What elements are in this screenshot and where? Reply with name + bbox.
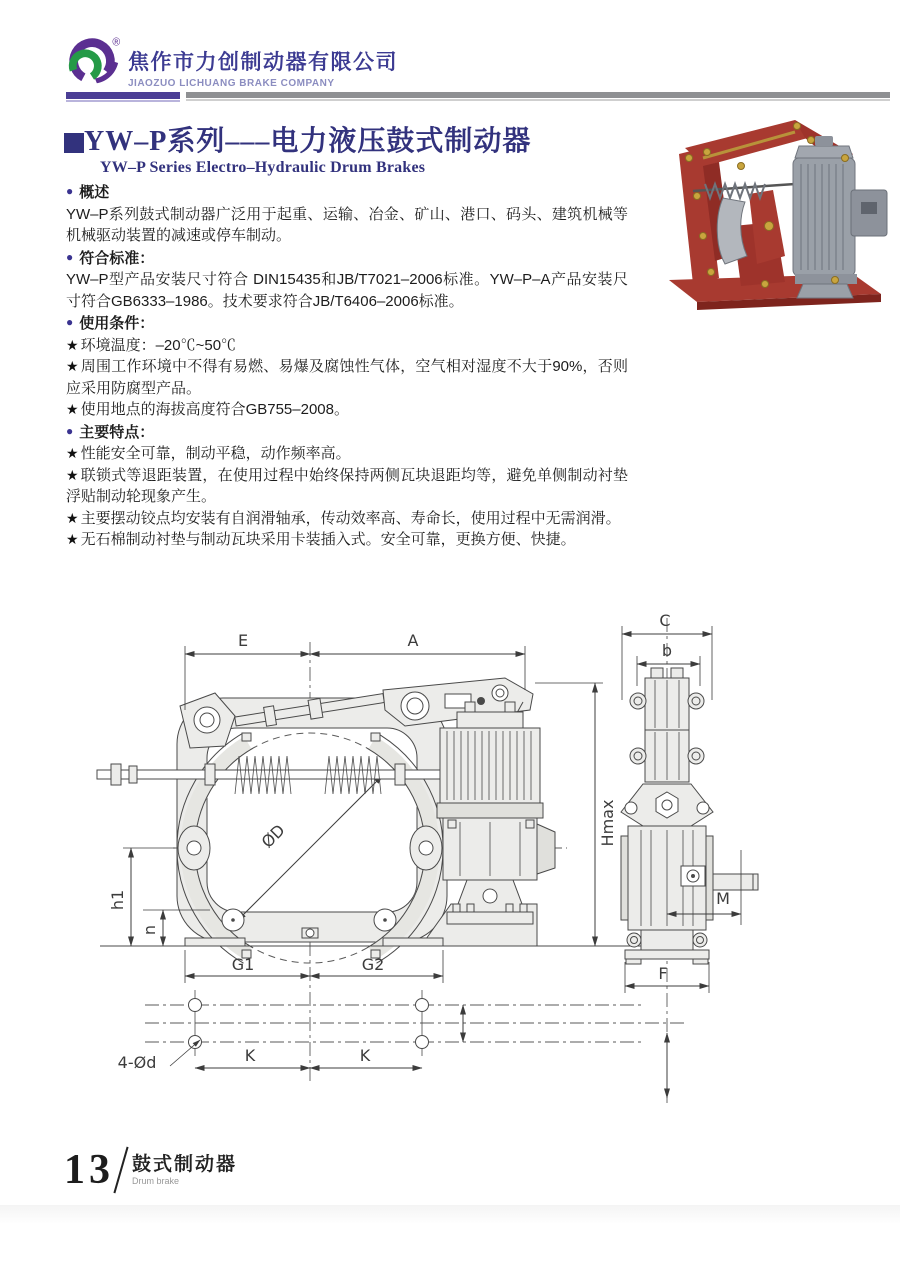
- footer-category: [132, 1155, 237, 1186]
- feature-item-text: 联锁式等退距装置，在使用过程中始终保持两侧瓦块退距均等，避免单侧制动衬垫浮贴制动轮现象产生。: [66, 466, 628, 505]
- star-icon: ★: [66, 531, 79, 547]
- standards-heading: [66, 247, 628, 270]
- divider-purple-underline: [66, 100, 180, 102]
- dim-label-k1: K: [244, 1046, 256, 1065]
- bullet-icon: ●: [66, 315, 74, 329]
- dim-label-n: n: [140, 924, 159, 936]
- star-icon: ★: [66, 509, 79, 526]
- dim-label-4d: 4-Ød: [117, 1053, 157, 1072]
- side-view: [621, 611, 758, 1103]
- dim-label-h1: h1: [108, 889, 127, 911]
- star-icon: ★: [66, 401, 79, 417]
- feature-item-text: 无石棉制动衬垫与制动瓦块采用卡装插入式。安全可靠，更换方便、快捷。: [80, 531, 576, 548]
- footer-category-en: Drum brake: [132, 1176, 180, 1186]
- standards-body: YW–P型产品安装尺寸符合 DIN15435和JB/T7021–2006标准。YW–P–A产品安装尺寸符合GB6333–1986。技术要求符合JB/T6406–2006标准。: [66, 271, 628, 310]
- overview-body: YW–P系列鼓式制动器广泛用于起重、运输、冶金、矿山、港口、码头、建筑机械等机械驱动装置的减速或停车制动。: [66, 205, 628, 244]
- feature-item-text: 主要摆动铰点均安装有自润滑轴承，传动效率高、寿命长，使用过程中无需润滑。: [80, 509, 621, 527]
- feature-item: [66, 443, 628, 465]
- registered-mark-icon: ®: [112, 36, 121, 49]
- divider-gray-underline: [186, 99, 890, 101]
- title-square-icon: [64, 133, 84, 153]
- conditions-heading-label: 使用条件：: [79, 315, 155, 332]
- condition-item: [66, 335, 628, 357]
- feature-item: [66, 529, 628, 551]
- overview-heading: [66, 181, 628, 204]
- features-heading-label: 主要特点：: [79, 423, 155, 441]
- bullet-icon: ●: [66, 423, 74, 438]
- condition-item: [66, 356, 628, 399]
- body-copy: [66, 181, 628, 551]
- page-bottom-shade: [0, 1205, 900, 1223]
- company-name-cn: 焦作市力创制动器有限公司: [128, 51, 398, 74]
- star-icon: ★: [66, 336, 79, 353]
- photo-thruster: [793, 136, 887, 298]
- dim-label-hmax: Hmax: [598, 799, 617, 847]
- bullet-icon: ●: [66, 184, 74, 198]
- dim-label-k2: K: [359, 1046, 371, 1065]
- dim-label-f: F: [658, 964, 668, 983]
- divider-purple: [66, 92, 180, 99]
- page-title-en: YW–P Series Electro–Hydraulic Drum Brakes: [100, 159, 426, 176]
- dim-label-b: b: [661, 641, 673, 660]
- company-name-block: [128, 46, 398, 89]
- dim-label-phi-d: ØD: [257, 820, 289, 852]
- logo-green-swirl: [69, 50, 101, 82]
- page-title-row: [64, 126, 531, 158]
- page-footer: [64, 1146, 237, 1194]
- condition-item-text: 环境温度：–20℃~50℃: [80, 336, 237, 354]
- conditions-heading: [66, 312, 628, 335]
- company-name-en: JIAOZUO LICHUANG BRAKE COMPANY: [128, 78, 335, 89]
- divider-gray: [186, 92, 890, 98]
- product-photo: [645, 106, 900, 321]
- page-title-cn: YW–P系列–––电力液压鼓式制动器: [84, 126, 532, 157]
- dim-label-c: C: [659, 611, 671, 630]
- dim-label-m: M: [716, 889, 730, 908]
- bullet-icon: ●: [66, 249, 74, 264]
- standards-heading-label: 符合标准：: [79, 249, 155, 267]
- overview-heading-label: 概述: [79, 184, 110, 201]
- technical-drawing: [85, 598, 900, 1113]
- dim-label-e: E: [237, 631, 249, 650]
- condition-item-text: 使用地点的海拔高度符合GB755–2008。: [80, 401, 349, 418]
- star-icon: ★: [66, 466, 79, 483]
- footer-category-cn: 鼓式制动器: [132, 1154, 238, 1175]
- condition-item-text: 周围工作环境中不得有易燃、易爆及腐蚀性气体，空气相对湿度不大于90%，否则应采用防腐型产品。: [66, 358, 628, 397]
- feature-item-text: 性能安全可靠，制动平稳，动作频率高。: [80, 445, 351, 462]
- dim-label-g1: G1: [231, 955, 255, 974]
- star-icon: ★: [66, 445, 79, 461]
- condition-item: [66, 399, 628, 421]
- dim-label-a: A: [407, 631, 419, 650]
- features-heading: [66, 421, 628, 444]
- company-logo: [62, 34, 124, 92]
- feature-item: [66, 508, 628, 530]
- feature-item: [66, 465, 628, 508]
- front-view: [97, 631, 685, 1083]
- star-icon: ★: [66, 358, 79, 374]
- dim-label-g2: G2: [361, 955, 385, 974]
- footer-slash: [113, 1147, 128, 1194]
- page-number: 13: [64, 1147, 114, 1193]
